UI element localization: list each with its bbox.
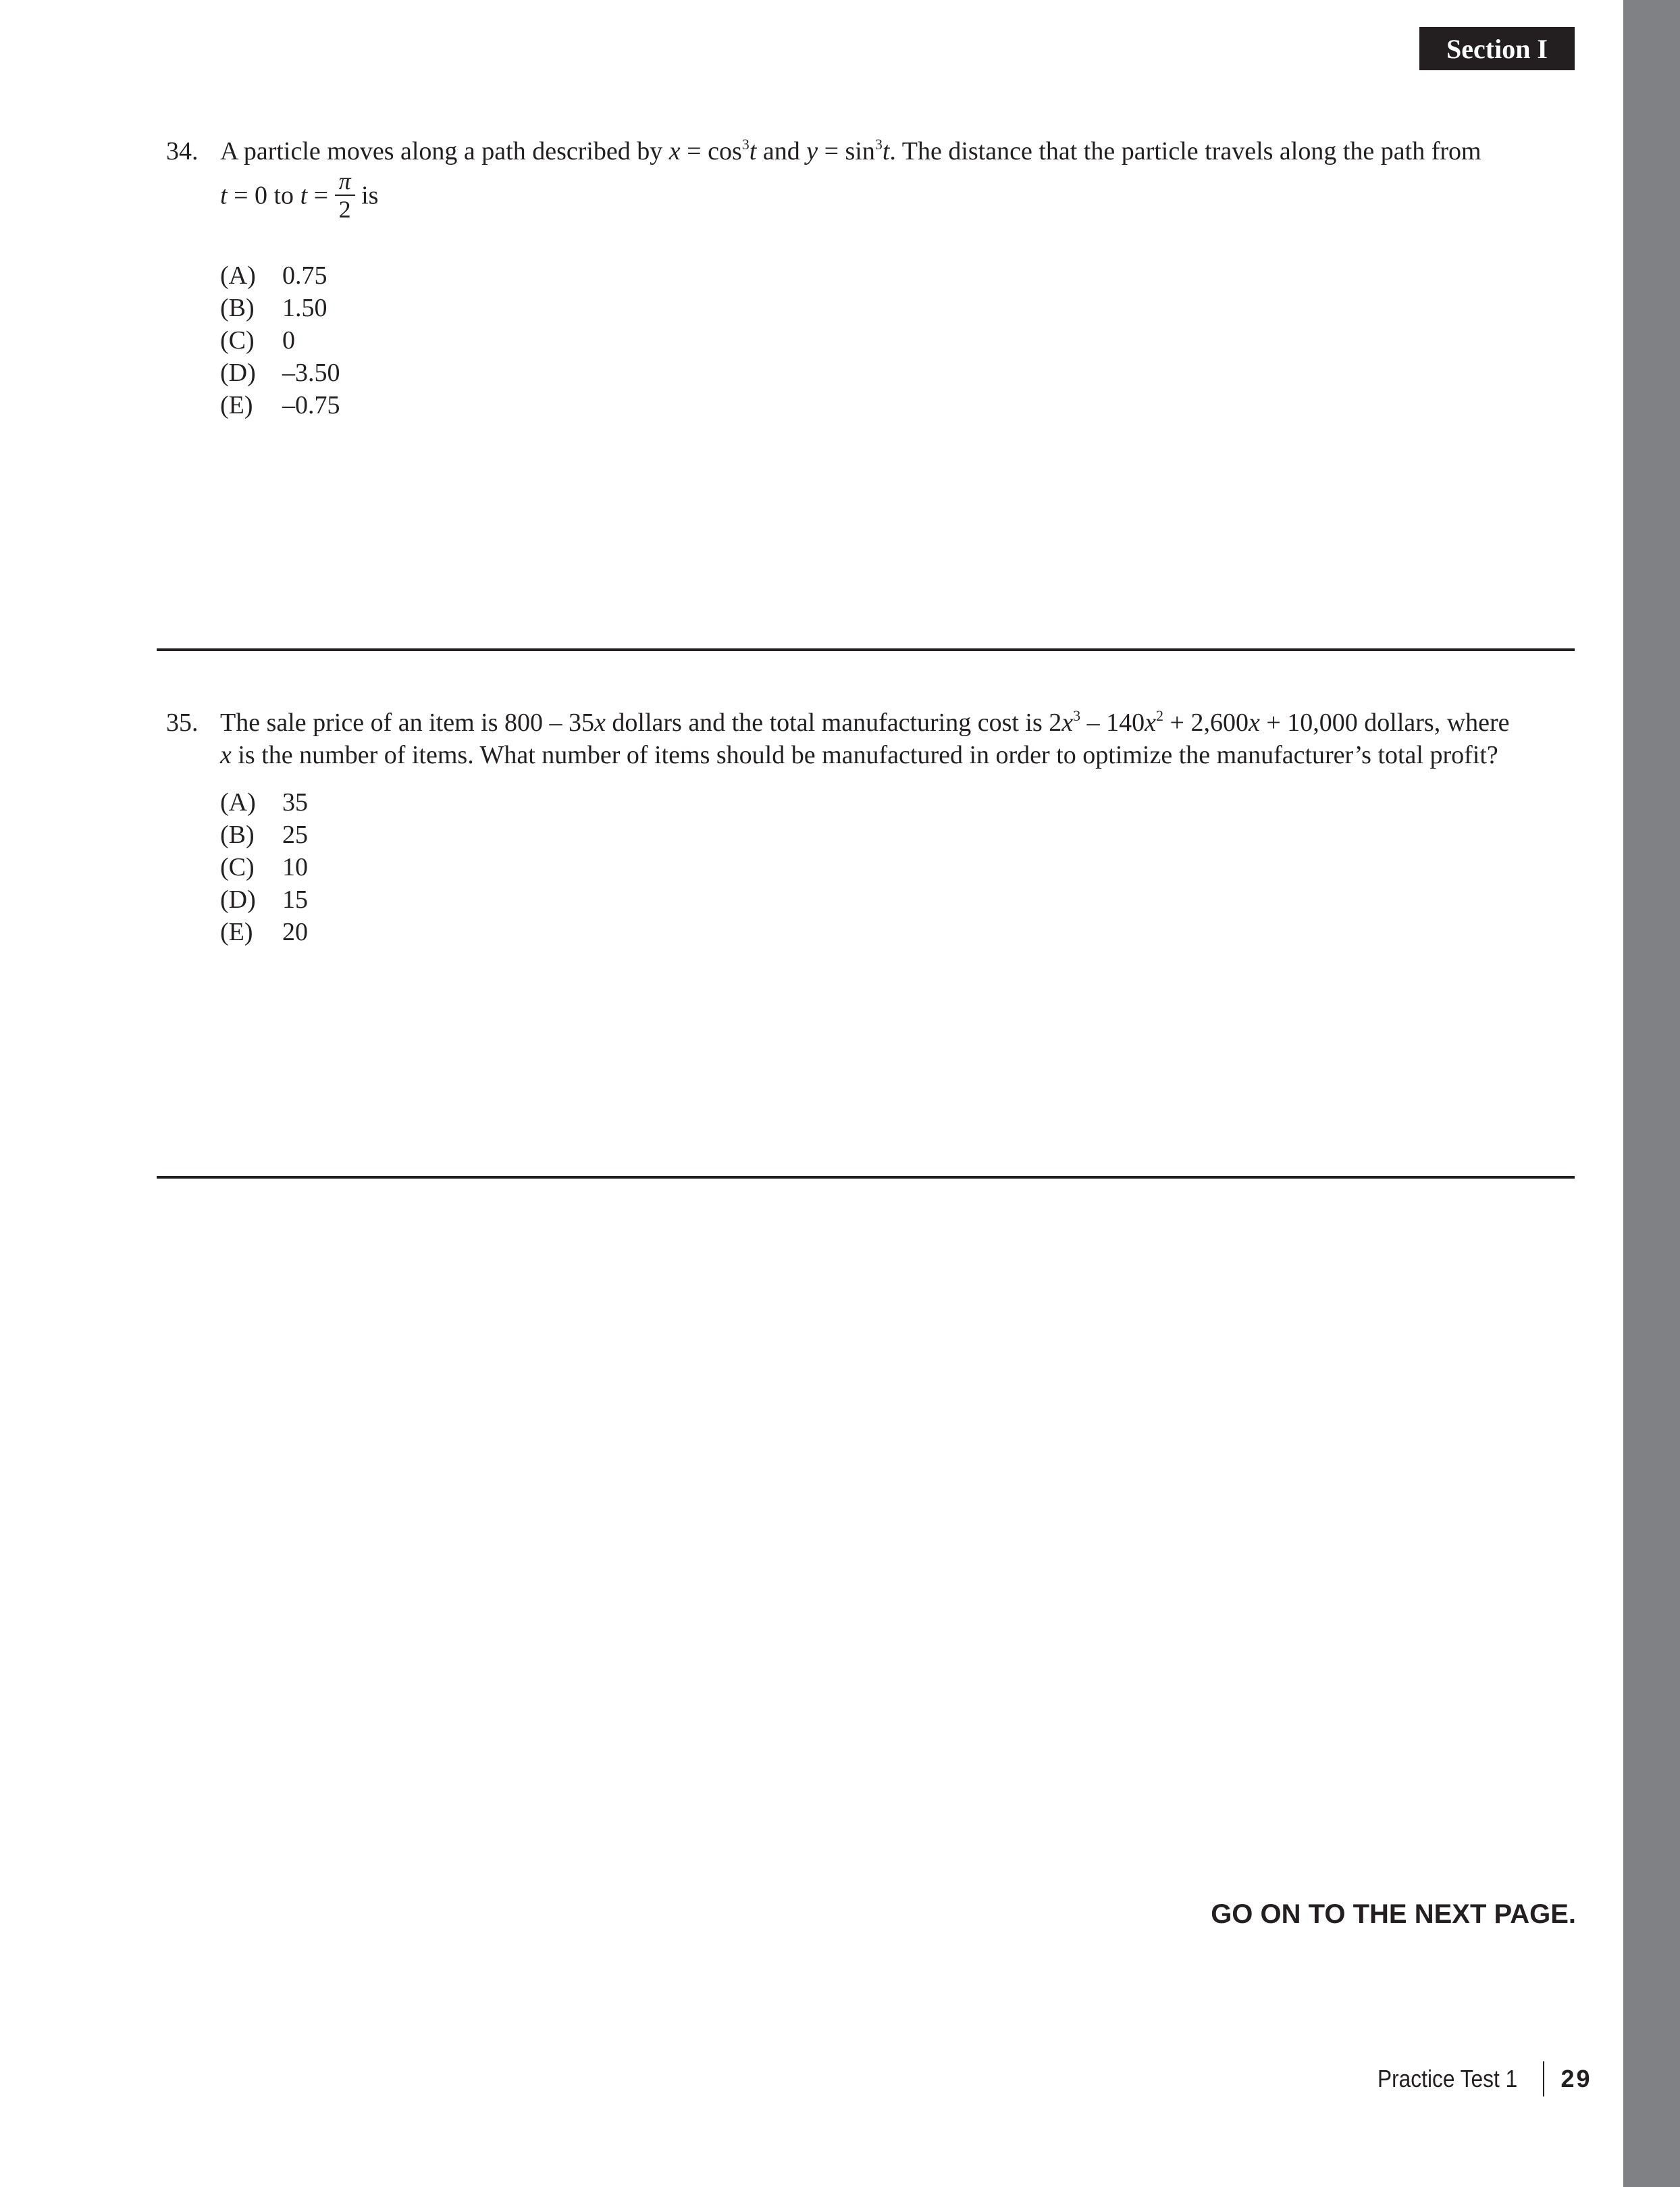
choice-letter: (B) xyxy=(220,821,255,849)
footer-label: Practice Test 1 xyxy=(1377,2065,1518,2092)
page-edge-bar xyxy=(1623,0,1680,2187)
question-text xyxy=(220,706,1510,739)
answer-choice[interactable] xyxy=(220,259,340,292)
go-on-notice: GO ON TO THE NEXT PAGE. xyxy=(1211,1899,1576,1929)
math-var: x xyxy=(1145,709,1157,737)
answer-choice[interactable] xyxy=(220,357,340,389)
text-segment: = xyxy=(307,181,335,210)
text-segment: The sale price of an item is 800 – 35 xyxy=(220,709,595,737)
math-var: x xyxy=(220,741,232,769)
text-segment: + 2,600 xyxy=(1163,709,1249,737)
answer-choice[interactable] xyxy=(220,883,308,916)
choice-letter: (D) xyxy=(220,359,256,387)
text-segment: = sin xyxy=(818,137,875,165)
text-segment: = cos xyxy=(680,137,742,165)
fraction-numerator: π xyxy=(335,168,355,196)
choice-letter: (C) xyxy=(220,853,255,881)
text-segment: – 140 xyxy=(1080,709,1145,737)
text-segment: and xyxy=(756,137,807,165)
answer-choice[interactable] xyxy=(220,389,340,421)
choice-letter: (E) xyxy=(220,391,253,419)
answer-choices xyxy=(220,259,340,421)
question-divider xyxy=(157,1176,1575,1179)
math-var: y xyxy=(806,137,818,165)
question-number: 34. xyxy=(166,137,199,165)
choice-value: 35 xyxy=(282,788,308,817)
exponent: 3 xyxy=(874,136,883,153)
question-text-line2 xyxy=(220,739,1498,771)
choice-value: 20 xyxy=(282,918,308,946)
exponent: 2 xyxy=(1156,707,1164,724)
choice-value: 0.75 xyxy=(282,261,327,290)
text-segment: . The distance that the particle travels along the path from xyxy=(889,137,1481,165)
answer-choice[interactable] xyxy=(220,324,340,357)
choice-letter: (A) xyxy=(220,261,256,290)
choice-letter: (D) xyxy=(220,885,256,914)
answer-choices xyxy=(220,786,308,948)
question-divider xyxy=(157,648,1575,651)
math-var: x xyxy=(1248,709,1260,737)
math-var: x xyxy=(1061,709,1074,737)
math-var: x xyxy=(668,137,681,165)
math-var: t xyxy=(300,181,308,210)
choice-value: 0 xyxy=(282,326,295,355)
question-number: 35. xyxy=(166,709,199,737)
text-segment: dollars and the total manufacturing cost is 2 xyxy=(605,709,1062,737)
text-segment: is the number of items. What number of items should be manufactured in order to optimize the manufacturer’s total profit? xyxy=(231,741,1498,769)
choice-value: 10 xyxy=(282,853,308,881)
choice-letter: (B) xyxy=(220,294,255,322)
choice-letter: (A) xyxy=(220,788,256,817)
choice-value: –0.75 xyxy=(282,391,340,419)
choice-value: 15 xyxy=(282,885,308,914)
question-text xyxy=(220,135,1481,168)
page-number: 29 xyxy=(1560,2065,1592,2092)
section-label: Section I xyxy=(1419,27,1575,70)
exponent: 3 xyxy=(1073,707,1081,724)
text-segment: = 0 to xyxy=(227,181,300,210)
exponent: 3 xyxy=(741,136,750,153)
choice-letter: (E) xyxy=(220,918,253,946)
math-var: x xyxy=(594,709,606,737)
answer-choice[interactable] xyxy=(220,292,340,324)
choice-value: –3.50 xyxy=(282,359,340,387)
fraction-denominator: 2 xyxy=(338,196,351,223)
choice-value: 1.50 xyxy=(282,294,327,322)
choice-letter: (C) xyxy=(220,326,255,355)
fraction xyxy=(335,168,355,223)
text-segment: + 10,000 dollars, where xyxy=(1259,709,1510,737)
answer-choice[interactable] xyxy=(220,786,308,819)
text-segment: is xyxy=(355,181,379,210)
math-var: t xyxy=(220,181,228,210)
answer-choice[interactable] xyxy=(220,916,308,948)
answer-choice[interactable] xyxy=(220,819,308,851)
question-text-line2 xyxy=(220,170,378,226)
page-footer xyxy=(1377,2060,1592,2098)
text-segment: A particle moves along a path described by xyxy=(220,137,669,165)
math-var: t xyxy=(749,137,757,165)
footer-divider xyxy=(1543,2061,1544,2096)
math-var: t xyxy=(882,137,890,165)
choice-value: 25 xyxy=(282,821,308,849)
answer-choice[interactable] xyxy=(220,851,308,883)
